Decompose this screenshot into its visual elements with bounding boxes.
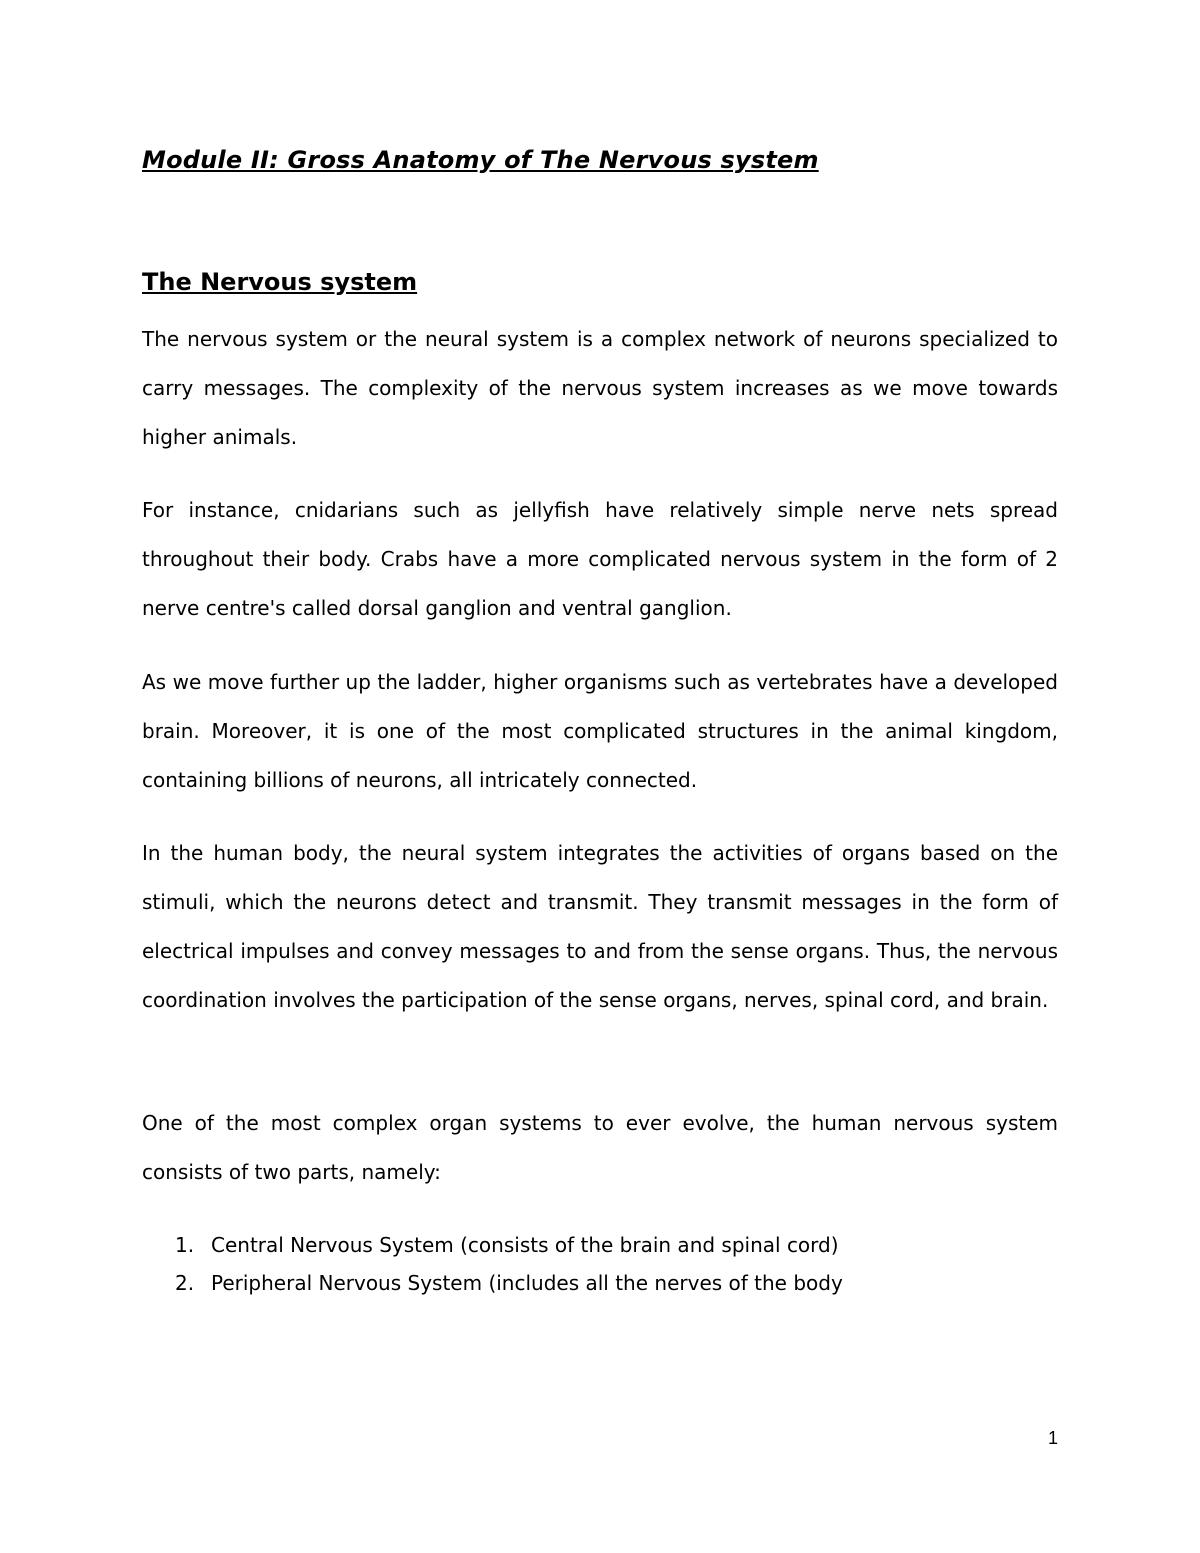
paragraph-vertebrates: As we move further up the ladder, higher organisms such as vertebrates have a developed brain. Moreover, it is one of the most complicated structures in the animal kingdom, containing billions of neurons, all intricately connected. [142, 670, 1058, 792]
list-item-number: 1. [175, 1233, 195, 1257]
list-item-text: Peripheral Nervous System (includes all the nerves of the body [211, 1271, 843, 1295]
module-title: Module II: Gross Anatomy of The Nervous system [142, 146, 819, 174]
page-number: 1 [1048, 1428, 1059, 1448]
paragraph-two-parts: One of the most complex organ systems to ever evolve, the human nervous system consists of two parts, namely: [142, 1111, 1058, 1184]
paragraph-cnidarians: For instance, cnidarians such as jellyfish have relatively simple nerve nets spread throughout their body. Crabs have a more complicated nervous system in the form of 2 nerve centre's called dorsal ganglion and ventral ganglion. [142, 498, 1058, 620]
paragraph-human-body: In the human body, the neural system integrates the activities of organs based on the stimuli, which the neurons detect and transmit. They transmit messages in the form of electrical impulses and convey messages to and from the sense organs. Thus, the nervous coordination involves the participation of the sense organs, nerves, spinal cord, and brain. [142, 841, 1058, 1012]
list-item-text: Central Nervous System (consists of the brain and spinal cord) [211, 1233, 839, 1257]
nervous-system-parts-list [175, 1226, 843, 1302]
paragraph-intro: The nervous system or the neural system is a complex network of neurons specialized to carry messages. The complexity of the nervous system increases as we move towards higher animals. [142, 327, 1058, 449]
list-item-number: 2. [175, 1271, 195, 1295]
list-item [175, 1226, 843, 1264]
list-item [175, 1264, 843, 1302]
section-heading: The Nervous system [142, 268, 418, 296]
